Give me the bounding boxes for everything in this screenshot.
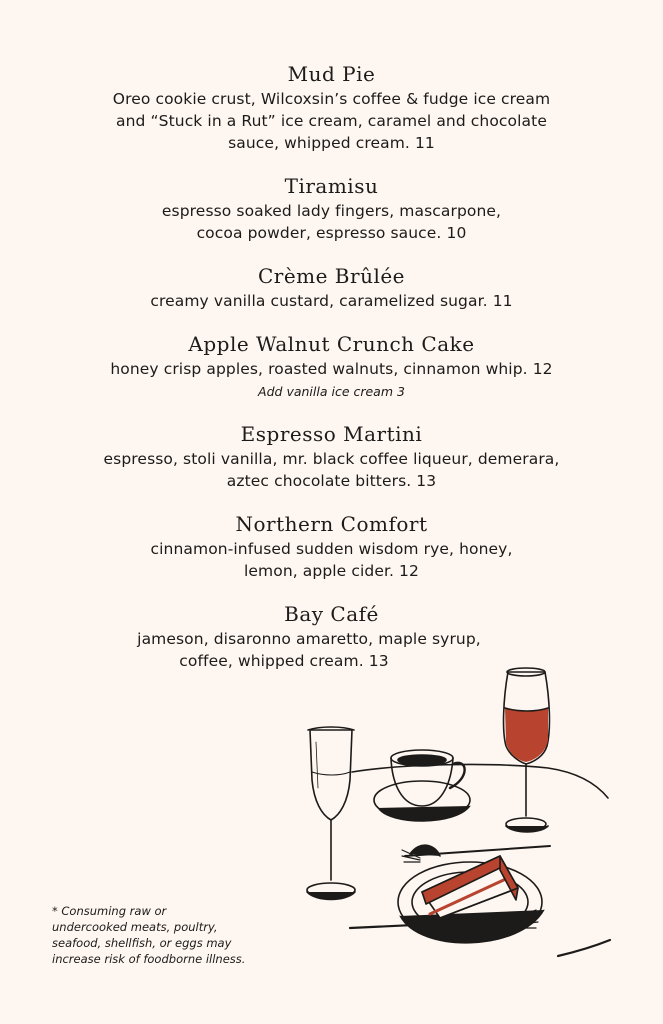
menu-item-creme-brulee bbox=[0, 262, 663, 312]
dessert-table-illustration-icon bbox=[290, 660, 620, 980]
disclaimer-line: seafood, shellfish, or eggs may bbox=[52, 936, 232, 950]
item-description bbox=[0, 200, 663, 244]
disclaimer-line: undercooked meats, poultry, bbox=[52, 920, 218, 934]
item-name: Espresso Martini bbox=[240, 422, 423, 446]
desc-line: and “Stuck in a Rut” ice cream, caramel and chocolate bbox=[116, 112, 547, 130]
desc-line: cinnamon-infused sudden wisdom rye, honey, bbox=[150, 540, 513, 558]
desc-line: lemon, apple cider. 12 bbox=[244, 562, 419, 580]
desc-line: cocoa powder, espresso sauce. 10 bbox=[196, 224, 467, 242]
desc-line: creamy vanilla custard, caramelized sugar. 11 bbox=[150, 292, 513, 310]
menu-item-tiramisu bbox=[0, 172, 663, 244]
food-safety-disclaimer bbox=[52, 903, 292, 967]
desc-line: aztec chocolate bitters. 13 bbox=[226, 472, 437, 490]
item-description bbox=[0, 538, 663, 582]
disclaimer-line: * Consuming raw or bbox=[52, 904, 167, 918]
item-name: Tiramisu bbox=[284, 174, 379, 198]
item-description bbox=[0, 448, 663, 492]
desc-line: espresso soaked lady fingers, mascarpone, bbox=[161, 202, 502, 220]
item-add-on-note: Add vanilla ice cream 3 bbox=[258, 384, 405, 399]
item-name: Crème Brûlée bbox=[257, 264, 406, 288]
disclaimer-line: increase risk of foodborne illness. bbox=[52, 952, 246, 966]
coffee-cup bbox=[374, 750, 470, 821]
desc-line: espresso, stoli vanilla, mr. black coffee liqueur, demerara, bbox=[103, 450, 560, 468]
desc-line: jameson, disaronno amaretto, maple syrup, bbox=[137, 630, 481, 648]
item-name: Northern Comfort bbox=[235, 512, 428, 536]
cake-plate bbox=[350, 845, 550, 943]
desc-line: honey crisp apples, roasted walnuts, cinnamon whip. 12 bbox=[110, 360, 553, 378]
menu-item-apple-walnut-crunch-cake bbox=[0, 330, 663, 402]
wine-glass bbox=[504, 668, 550, 832]
desc-line: sauce, whipped cream. 11 bbox=[228, 134, 435, 152]
desc-line: coffee, whipped cream. 13 bbox=[179, 652, 389, 670]
dessert-menu bbox=[0, 60, 663, 690]
item-name: Apple Walnut Crunch Cake bbox=[188, 332, 475, 356]
left-flute-glass bbox=[307, 727, 355, 900]
desc-line: Oreo cookie crust, Wilcoxsin’s coffee & fudge ice cream bbox=[112, 90, 551, 108]
item-name: Mud Pie bbox=[287, 62, 376, 86]
menu-item-espresso-martini bbox=[0, 420, 663, 492]
item-name: Bay Café bbox=[284, 602, 379, 626]
item-description bbox=[0, 358, 663, 380]
item-description bbox=[0, 290, 663, 312]
menu-item-northern-comfort bbox=[0, 510, 663, 582]
item-description bbox=[0, 88, 663, 154]
menu-item-mud-pie bbox=[0, 60, 663, 154]
